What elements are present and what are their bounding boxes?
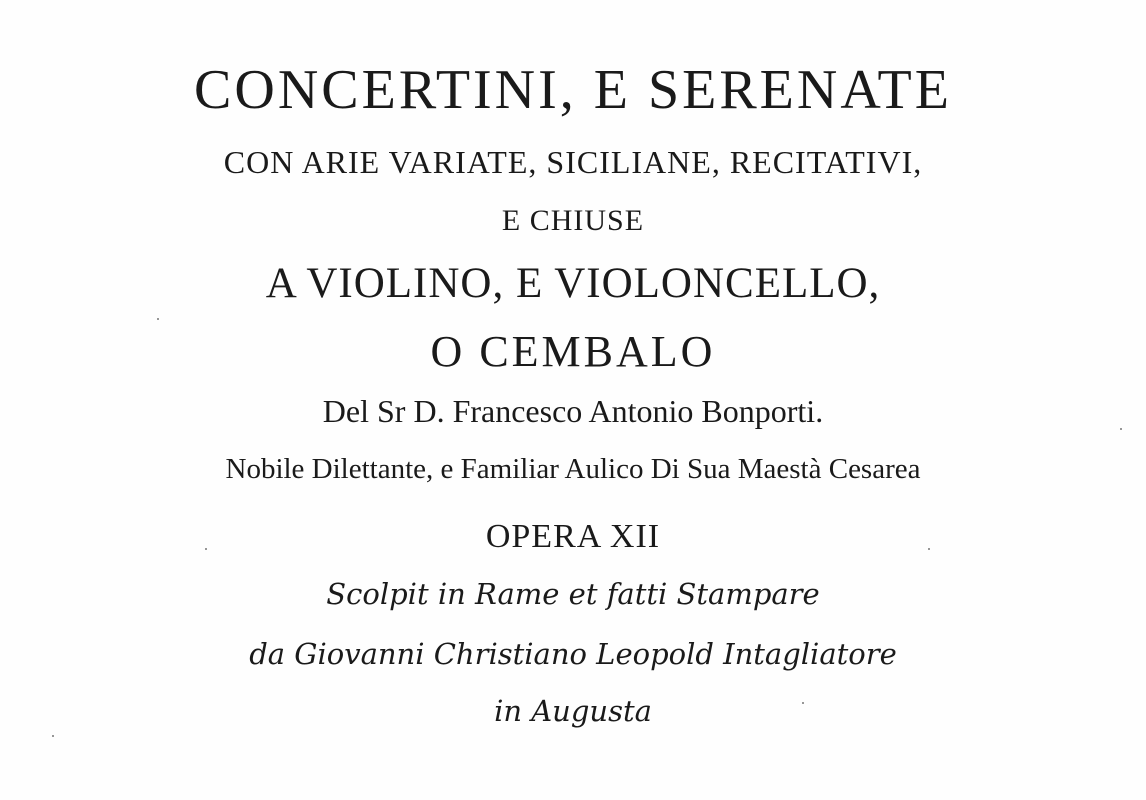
paper-speck [205, 548, 207, 550]
paper-speck [52, 735, 54, 737]
engraver-name: da Giovanni Christiano Leopold Intagliatore [249, 637, 897, 671]
composer-line: Del Sr D. Francesco Antonio Bonporti. [322, 393, 824, 429]
paper-speck [157, 318, 159, 320]
title-heading: CONCERTINI, E SERENATE [194, 59, 952, 121]
engraving-note: Scolpit in Rame et fatti Stampare [326, 577, 820, 611]
paper-speck [928, 548, 930, 550]
paper-speck [802, 702, 804, 704]
subtitle-line-2: E CHIUSE [501, 204, 645, 237]
instrumentation-line-2: O CEMBALO [430, 327, 716, 376]
subtitle-line-1: CON ARIE VARIATE, SICILIANE, RECITATIVI, [223, 144, 923, 180]
instrumentation-line-1: A VIOLINO, E VIOLONCELLO, [265, 260, 881, 307]
opus-number: OPERA XII [485, 518, 661, 555]
paper-speck [1120, 428, 1122, 430]
place-of-publication: in Augusta [494, 694, 652, 728]
composer-title-line: Nobile Dilettante, e Familiar Aulico Di Sua Maestà Cesarea [225, 453, 921, 485]
